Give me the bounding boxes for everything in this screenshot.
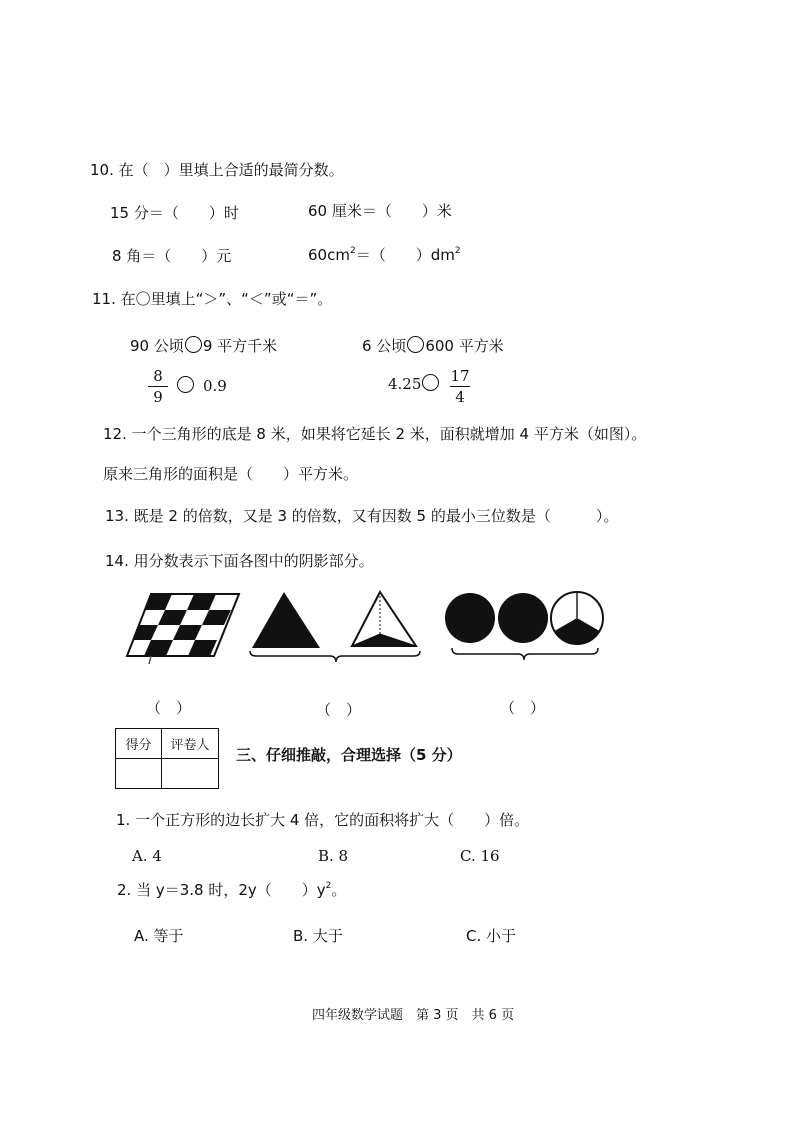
- q14-answer-blank-3[interactable]: （ ）: [500, 699, 546, 717]
- s3-q1-option-c[interactable]: C. 16: [460, 847, 500, 865]
- fraction-17-4: 17 4: [450, 367, 470, 406]
- q11-title: 11. 在〇里填上“＞”、“＜”或“＝”。: [92, 290, 333, 308]
- s3-q2: 2. 当 y＝3.8 时，2y（ ）$y^2$。: [117, 881, 347, 899]
- score-box: [115, 728, 219, 789]
- circles-figure: [444, 590, 609, 662]
- q11-d-left: 4.25: [388, 374, 440, 394]
- section-3-title: 三、仔细推敲，合理选择（5 分）: [236, 746, 462, 764]
- q11-item-b: 6 公顷 600 平方米: [362, 337, 504, 355]
- q14-answer-blank-2[interactable]: （ ）: [316, 701, 362, 719]
- compare-circle[interactable]: [177, 376, 194, 393]
- score-header: 得分: [116, 729, 162, 759]
- compare-circle[interactable]: [422, 374, 439, 391]
- q10-item-c: 8 角＝（ ）元: [112, 247, 232, 265]
- compare-circle[interactable]: [185, 336, 202, 353]
- s3-q1-option-a[interactable]: A. 4: [132, 847, 162, 865]
- s3-q2-option-a[interactable]: A. 等于: [134, 927, 184, 945]
- q14-title: 14. 用分数表示下面各图中的阴影部分。: [105, 552, 374, 570]
- s3-q2-option-b[interactable]: B. 大于: [293, 927, 343, 945]
- checkered-parallelogram-figure: [126, 592, 241, 658]
- q13-text: 13. 既是 2 的倍数，又是 3 的倍数，又有因数 5 的最小三位数是（ ）。: [105, 507, 619, 525]
- compare-circle[interactable]: [407, 336, 424, 353]
- grader-cell[interactable]: [162, 759, 219, 789]
- q11-item-a: 90 公顷 9 平方千米: [130, 337, 278, 355]
- q12-line1: 12. 一个三角形的底是 8 米，如果将它延长 2 米，面积就增加 4 平方米（如图）。: [103, 425, 647, 443]
- s3-q1-option-b[interactable]: B. 8: [318, 847, 349, 865]
- fraction-8-9: 8 9: [148, 367, 168, 406]
- q11-c-right: 0.9: [203, 377, 227, 395]
- grader-header: 评卷人: [162, 729, 219, 759]
- q14-answer-blank-1[interactable]: （ ）: [146, 699, 192, 717]
- q10-title: 10. 在（ ）里填上合适的最简分数。: [90, 161, 344, 179]
- score-cell[interactable]: [116, 759, 162, 789]
- q12-line2: 原来三角形的面积是（ ）平方米。: [103, 465, 359, 483]
- s3-q2-option-c[interactable]: C. 小于: [466, 927, 517, 945]
- page-footer: 四年级数学试题 第 3 页 共 6 页: [312, 1008, 515, 1023]
- q10-item-d: $60cm^2=$（ ）$dm^2$: [308, 246, 461, 264]
- q10-item-a: 15 分＝（ ）时: [110, 204, 239, 222]
- triangles-figure: [248, 588, 423, 663]
- q10-item-b: 60 厘米＝（ ）米: [308, 202, 452, 220]
- s3-q1: 1. 一个正方形的边长扩大 4 倍，它的面积将扩大（ ）倍。: [116, 811, 530, 829]
